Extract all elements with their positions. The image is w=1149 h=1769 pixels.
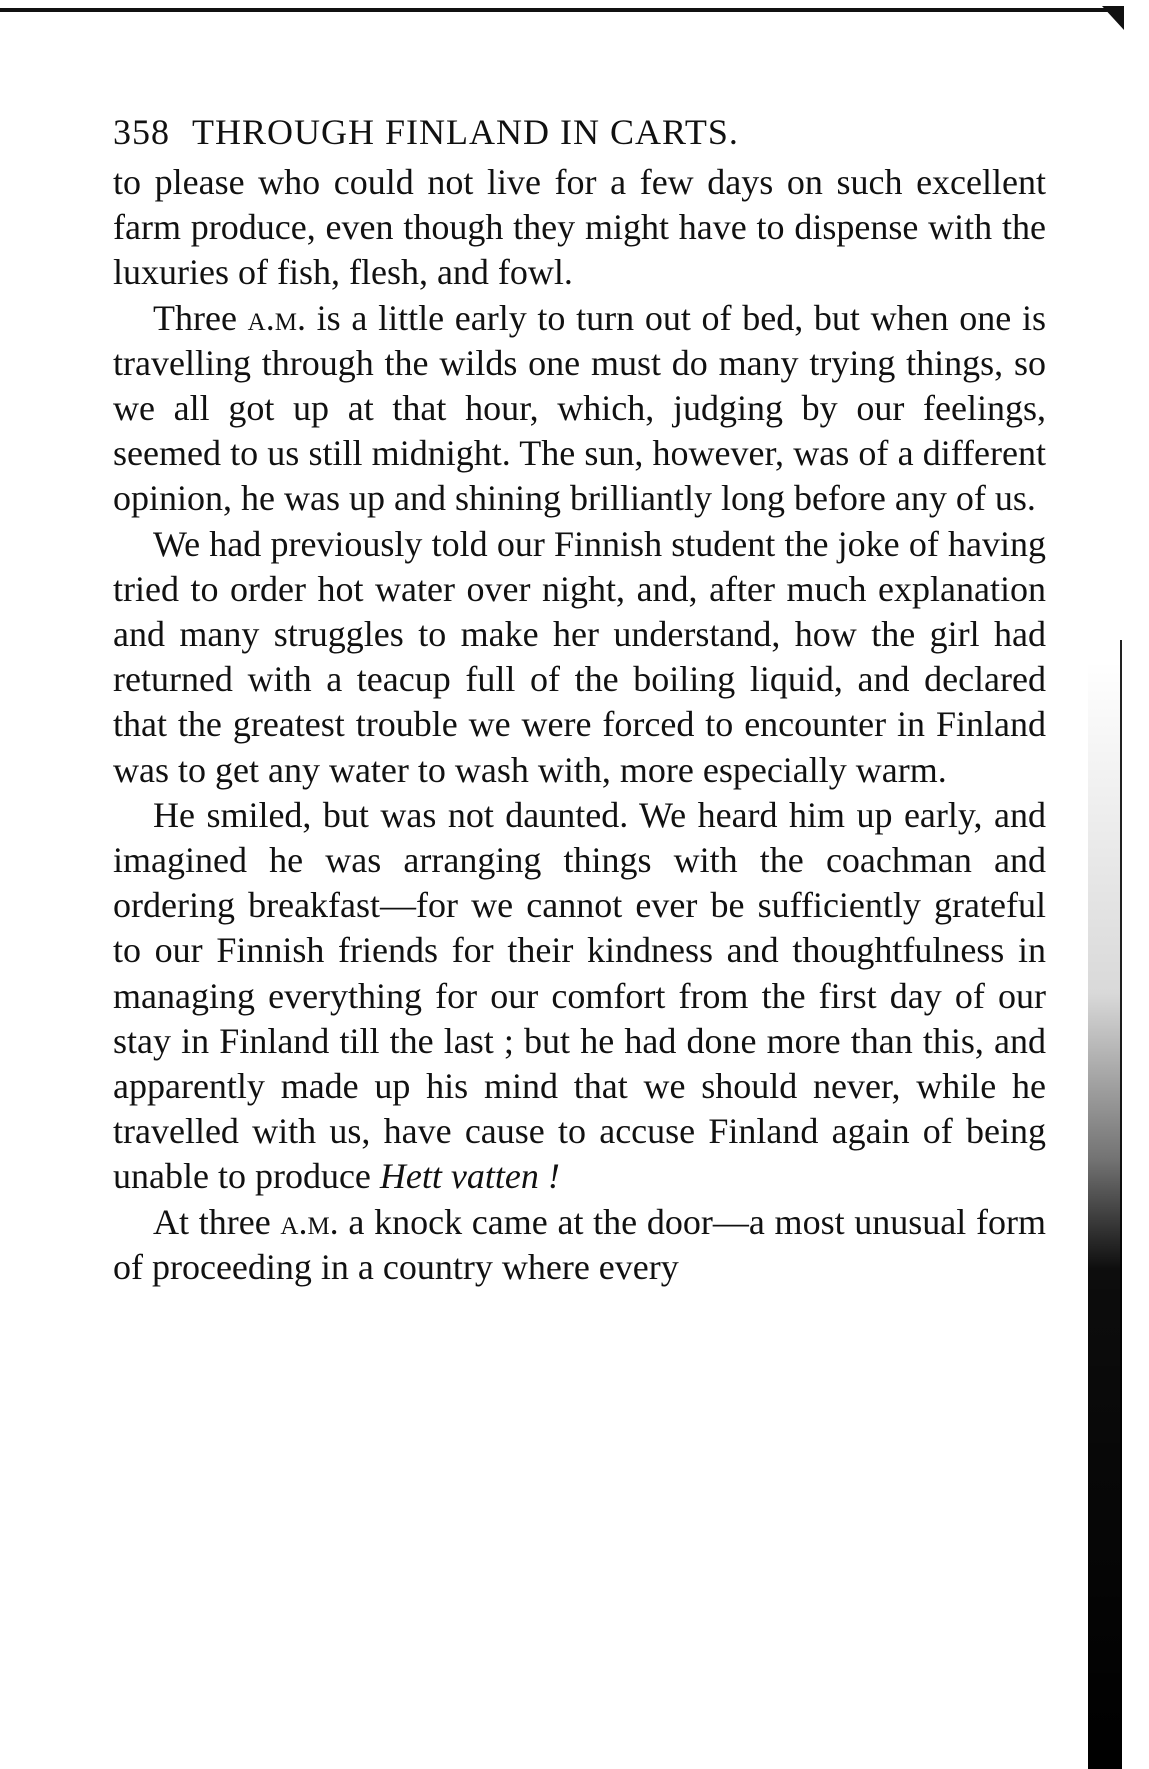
paragraph-1-text: to please who could not live for a few days on such excellent farm produce, even though they might have to dispense with the luxuries of fish, flesh, and fowl. [113,162,1046,293]
paragraph-5-text: a knock came at the door—a most unusual form of proceeding in a country where every [113,1201,1046,1287]
paragraph-1 [113,160,1046,296]
paragraph-4 [113,793,1046,1200]
body-text [113,160,1046,1290]
page-edge-shadow [1088,660,1122,1769]
paragraph-4-italic: Hett vatten ! [379,1156,560,1197]
paragraph-2-time: a.m. [247,297,306,338]
paragraph-2 [113,296,1046,522]
top-border-rule-tip [1102,6,1124,30]
paragraph-2-text: is a little early to turn out of bed, but when one is travelling through the wilds one must do many trying things, so we all got up at that hour, which, judging by our feelings, seemed to us still midnight. The sun, however, was of a different opinion, he was up and shining brilliantly long before any of us. [113,297,1047,519]
paragraph-2-lead: Three [153,297,248,338]
page-number: 358 [113,112,170,152]
paragraph-5-time: a.m. [280,1201,339,1242]
top-border-rule [0,8,1110,12]
page-header [113,108,1073,156]
paragraph-3-text: We had previously told our Finnish student the joke of having tried to order hot water over night, and, after much explanation and many struggles to make her understand, how the girl had returned with a teacup full of the boiling liquid, and declared that the greatest trouble we were forced to encounter in Finland was to get any water to wash with, more especially warm. [113,523,1046,790]
paragraph-4-text: He smiled, but was not daunted. We heard him up early, and imagined he was arranging things with the coachman and ordering breakfast—for we cannot ever be sufficiently grateful to our Finnish friends for their kindness and thoughtfulness in managing everything for our comfort from the first day of our stay in Finland till the last ; but he had done more than this, and apparently made up his mind that we should never, while he travelled with us, have cause to accuse Finland again of being unable to produce [113,794,1046,1197]
paragraph-3 [113,522,1046,793]
paragraph-5 [113,1200,1046,1290]
running-title: THROUGH FINLAND IN CARTS. [192,112,739,152]
paragraph-5-lead: At three [153,1201,281,1242]
